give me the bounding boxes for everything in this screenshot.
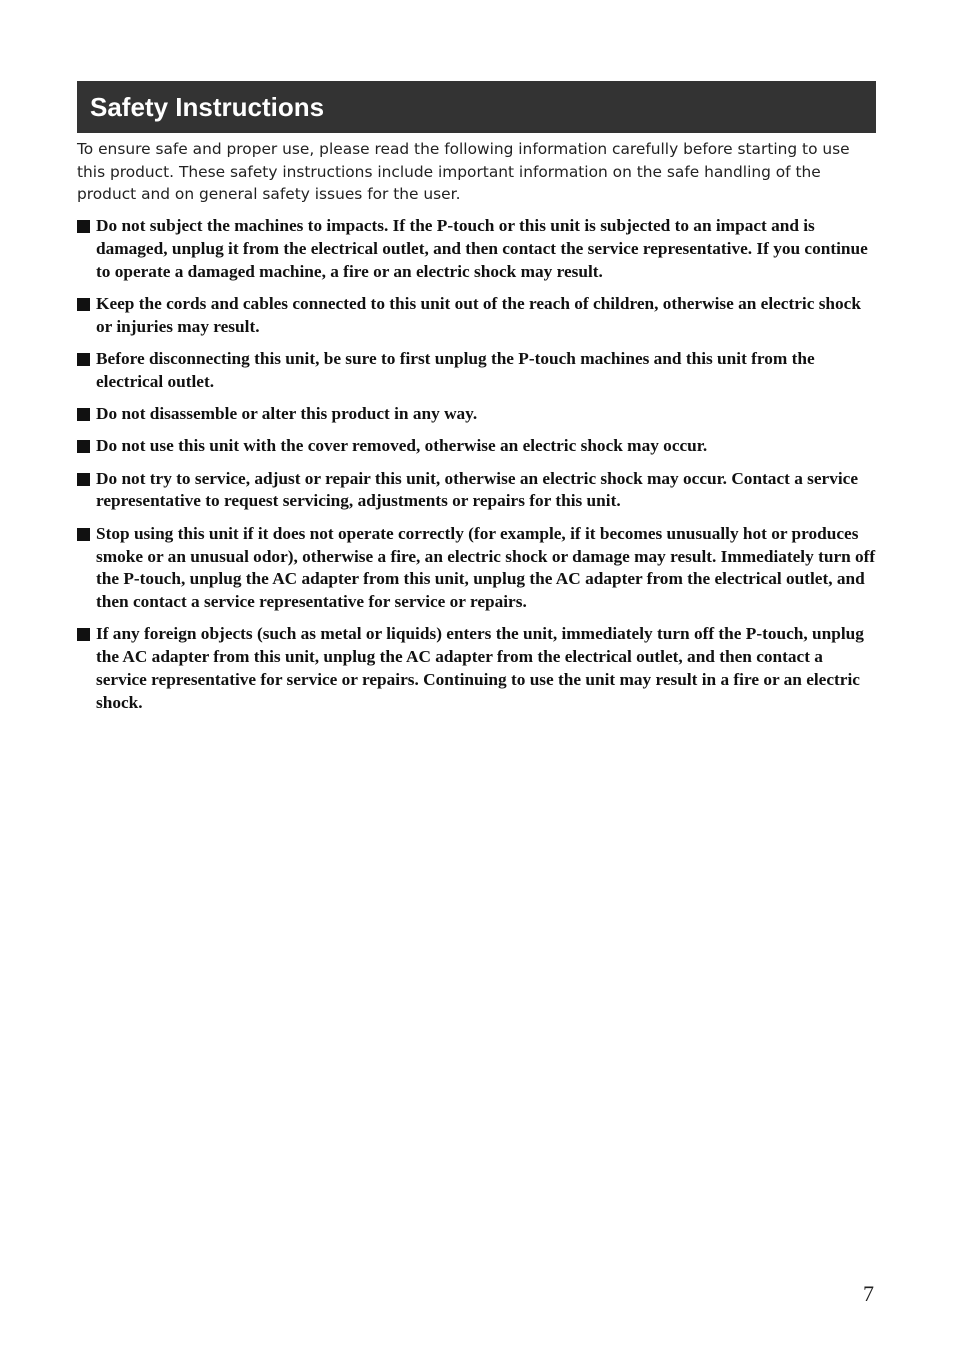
square-bullet-icon [77, 298, 90, 311]
safety-rule-text: Do not disassemble or alter this product in any way. [96, 404, 478, 424]
safety-rule-text: Do not subject the machines to impacts. If the P-touch or this unit is subjected to an impact and is damaged, unplug it from the electrical outlet, and then contact the service representative. If you continue to operate a damaged machine, a fire or an electric shock may result. [96, 216, 868, 281]
square-bullet-icon [77, 628, 90, 641]
safety-rule-text: Do not try to service, adjust or repair this unit, otherwise an electric shock may occur. Contact a service representative to request servicing, adjustments or repairs for this unit. [96, 468, 859, 511]
safety-rules-list [77, 215, 877, 724]
section-header [77, 81, 876, 133]
safety-rule-cords [77, 293, 877, 339]
page-title: Safety Instructions [90, 91, 325, 122]
safety-rule-text: Stop using this unit if it does not operate correctly (for example, if it becomes unusually hot or produces smoke or an unusual odor), otherwise a fire, an electric shock or damage may result. Immediately turn off the P-touch, unplug the AC adapter from this unit, unplug the AC adapter from the electrical outlet, and then contact a service representative for service or repairs. [96, 523, 876, 612]
safety-rule-disassemble [77, 403, 877, 426]
safety-rule-malfunction [77, 523, 877, 614]
safety-rule-disconnecting [77, 348, 877, 394]
safety-rule-foreign-objects [77, 623, 877, 714]
square-bullet-icon [77, 353, 90, 366]
square-bullet-icon [77, 408, 90, 421]
square-bullet-icon [77, 220, 90, 233]
safety-rule-text: Before disconnecting this unit, be sure to first unplug the P-touch machines and this unit from the electrical outlet. [96, 348, 815, 391]
page-number: 7 [863, 1281, 874, 1306]
square-bullet-icon [77, 473, 90, 486]
safety-rule-text: Keep the cords and cables connected to this unit out of the reach of children, otherwise an electric shock or injuries may result. [96, 293, 861, 336]
safety-rule-impacts [77, 215, 877, 283]
square-bullet-icon [77, 440, 90, 453]
intro-paragraph: To ensure safe and proper use, please read the following information carefully before starting to use this product. These safety instructions include important information on the safe handling of the product and on general safety issues for the user. [77, 140, 850, 203]
square-bullet-icon [77, 528, 90, 541]
safety-rule-service [77, 468, 877, 514]
safety-rule-cover [77, 435, 877, 458]
safety-rule-text: If any foreign objects (such as metal or liquids) enters the unit, immediately turn off the P-touch, unplug the AC adapter from this unit, unplug the AC adapter from the electrical outlet, and then contact a service representative for service or repairs. Continuing to use the unit may result in a fire or an electric shock. [96, 624, 864, 712]
safety-rule-text: Do not use this unit with the cover removed, otherwise an electric shock may occur. [96, 436, 708, 456]
